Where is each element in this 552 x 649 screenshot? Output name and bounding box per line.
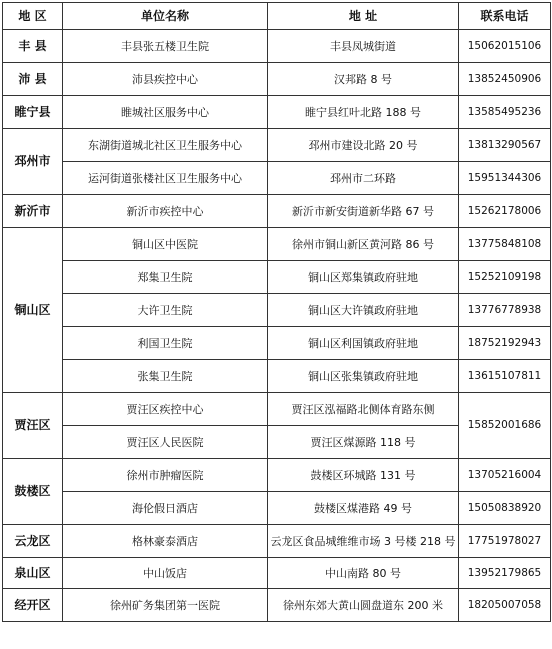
header-unit: 单位名称	[63, 3, 268, 30]
unit-cell: 徐州矿务集团第一医院	[63, 589, 268, 622]
header-address: 地 址	[268, 3, 459, 30]
unit-cell: 贾汪区疾控中心	[63, 393, 268, 426]
table-row	[3, 162, 551, 195]
address-cell: 新沂市新安街道新华路 67 号	[268, 195, 459, 228]
table-row	[3, 96, 551, 129]
district-cell: 睢宁县	[3, 96, 63, 129]
table-row	[3, 459, 551, 492]
district-cell: 鼓楼区	[3, 459, 63, 525]
address-cell: 邳州市建设北路 20 号	[268, 129, 459, 162]
header-phone: 联系电话	[459, 3, 551, 30]
unit-cell: 铜山区中医院	[63, 228, 268, 261]
unit-cell: 丰县张五楼卫生院	[63, 30, 268, 63]
phone-cell: 13852450906	[459, 63, 551, 96]
phone-cell: 13705216004	[459, 459, 551, 492]
address-cell: 铜山区郑集镇政府驻地	[268, 261, 459, 294]
unit-cell: 海伦假日酒店	[63, 492, 268, 525]
unit-cell: 沛县疾控中心	[63, 63, 268, 96]
unit-cell: 格林豪泰酒店	[63, 525, 268, 558]
address-cell: 铜山区张集镇政府驻地	[268, 360, 459, 393]
unit-cell: 郑集卫生院	[63, 261, 268, 294]
unit-cell: 张集卫生院	[63, 360, 268, 393]
contact-table	[2, 2, 551, 622]
table-row	[3, 589, 551, 622]
address-cell: 鼓楼区煤港路 49 号	[268, 492, 459, 525]
address-cell: 丰县凤城街道	[268, 30, 459, 63]
table-row	[3, 63, 551, 96]
phone-cell: 15252109198	[459, 261, 551, 294]
district-cell: 新沂市	[3, 195, 63, 228]
phone-cell: 17751978027	[459, 525, 551, 558]
unit-cell: 运河街道张楼社区卫生服务中心	[63, 162, 268, 195]
table-row	[3, 558, 551, 589]
table-row	[3, 393, 551, 426]
district-cell: 铜山区	[3, 228, 63, 393]
district-cell: 泉山区	[3, 558, 63, 589]
table-row	[3, 195, 551, 228]
district-cell: 丰 县	[3, 30, 63, 63]
phone-cell: 18205007058	[459, 589, 551, 622]
phone-cell: 15951344306	[459, 162, 551, 195]
address-cell: 铜山区利国镇政府驻地	[268, 327, 459, 360]
unit-cell: 睢城社区服务中心	[63, 96, 268, 129]
address-cell: 徐州东郊大黄山圆盘道东 200 米	[268, 589, 459, 622]
table-row	[3, 228, 551, 261]
unit-cell: 新沂市疾控中心	[63, 195, 268, 228]
table-row	[3, 327, 551, 360]
table-row	[3, 294, 551, 327]
phone-cell: 18752192943	[459, 327, 551, 360]
address-cell: 铜山区大许镇政府驻地	[268, 294, 459, 327]
unit-cell: 大许卫生院	[63, 294, 268, 327]
address-cell: 睢宁县红叶北路 188 号	[268, 96, 459, 129]
table-row	[3, 360, 551, 393]
address-cell: 贾汪区泓福路北侧体育路东侧	[268, 393, 459, 426]
phone-cell: 13585495236	[459, 96, 551, 129]
phone-cell: 13952179865	[459, 558, 551, 589]
address-cell: 中山南路 80 号	[268, 558, 459, 589]
table-row	[3, 30, 551, 63]
district-cell: 邳州市	[3, 129, 63, 195]
table-row	[3, 492, 551, 525]
phone-cell: 15050838920	[459, 492, 551, 525]
phone-cell: 13615107811	[459, 360, 551, 393]
phone-cell: 13775848108	[459, 228, 551, 261]
phone-cell: 15062015106	[459, 30, 551, 63]
table-row	[3, 525, 551, 558]
phone-cell: 15852001686	[459, 393, 551, 459]
table-row	[3, 261, 551, 294]
unit-cell: 徐州市肿瘤医院	[63, 459, 268, 492]
address-cell: 邳州市二环路	[268, 162, 459, 195]
table-row	[3, 129, 551, 162]
header-row	[3, 3, 551, 30]
district-cell: 经开区	[3, 589, 63, 622]
unit-cell: 中山饭店	[63, 558, 268, 589]
phone-cell: 13813290567	[459, 129, 551, 162]
unit-cell: 东湖街道城北社区卫生服务中心	[63, 129, 268, 162]
address-cell: 徐州市铜山新区黄河路 86 号	[268, 228, 459, 261]
address-cell: 云龙区食品城维维市场 3 号楼 218 号	[268, 525, 459, 558]
unit-cell: 利国卫生院	[63, 327, 268, 360]
district-cell: 贾汪区	[3, 393, 63, 459]
address-cell: 汉邦路 8 号	[268, 63, 459, 96]
unit-cell: 贾汪区人民医院	[63, 426, 268, 459]
address-cell: 贾汪区煤源路 118 号	[268, 426, 459, 459]
header-district: 地 区	[3, 3, 63, 30]
address-cell: 鼓楼区环城路 131 号	[268, 459, 459, 492]
phone-cell: 15262178006	[459, 195, 551, 228]
district-cell: 云龙区	[3, 525, 63, 558]
district-cell: 沛 县	[3, 63, 63, 96]
phone-cell: 13776778938	[459, 294, 551, 327]
